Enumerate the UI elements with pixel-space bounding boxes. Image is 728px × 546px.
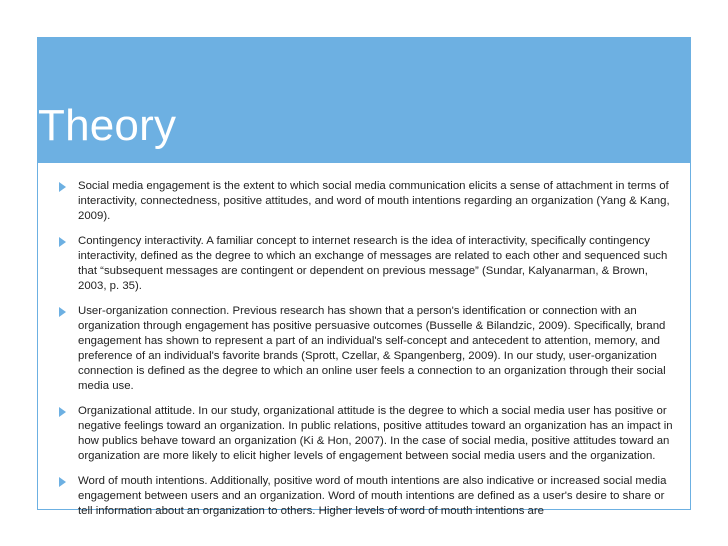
triangle-right-icon [59, 477, 66, 487]
bullet-text: User-organization connection. Previous research has shown that a person's identification or connection with an organization through engagement has positive persuasive outcomes (Busselle & Bilandzic, 2009). Specifically, brand engagement has shown to represent a part of an individual's self-concept and antecedent to attention, memory, and preference of an individual's favorite brands (Sprott, Czellar, & Spangenberg, 2009). In our study, user-organization connection is defined as the degree to which an online user feels a connection to an organization through their social media use. [78, 305, 666, 392]
bullet-item [38, 234, 690, 294]
bullet-text: Organizational attitude. In our study, organizational attitude is the degree to which a social media user has positive or negative feelings toward an organization. In public relations, positive attitudes toward an organization has an impact in how publics behave toward an organization (Ki & Hon, 2007). In the case of social media, positive attitudes toward an organization are more likely to elicit higher levels of engagement between social media users and the organization. [78, 405, 673, 462]
bullet-item [38, 179, 690, 224]
bullet-item [38, 404, 690, 464]
slide [37, 37, 691, 517]
triangle-right-icon [59, 307, 66, 317]
triangle-right-icon [59, 407, 66, 417]
bullet-text: Contingency interactivity. A familiar concept to internet research is the idea of interactivity, specifically contingency interactivity, defined as the degree to which an exchange of messages are related to each other and sequenced such that “subsequent messages are contingent or dependent on previous message” (Sundar, Kalyanarman, & Brown, 2003, p. 35). [78, 235, 668, 292]
slide-title: Theory [38, 101, 177, 150]
triangle-right-icon [59, 237, 66, 247]
triangle-right-icon [59, 182, 66, 192]
bullet-list [38, 179, 690, 529]
bullet-text: Word of mouth intentions. Additionally, positive word of mouth intentions are also indicative or increased social media engagement between users and an organization. Word of mouth intentions are defined as a user's desire to share or tell information about an organization to others. Higher levels of word of mouth intentions are [78, 475, 667, 517]
bullet-item [38, 474, 690, 519]
bullet-item [38, 304, 690, 394]
bullet-text: Social media engagement is the extent to which social media communication elicits a sense of attachment in terms of interactivity, connectedness, positive attitudes, and word of mouth intentions regarding an organization (Yang & Kang, 2009). [78, 180, 670, 222]
